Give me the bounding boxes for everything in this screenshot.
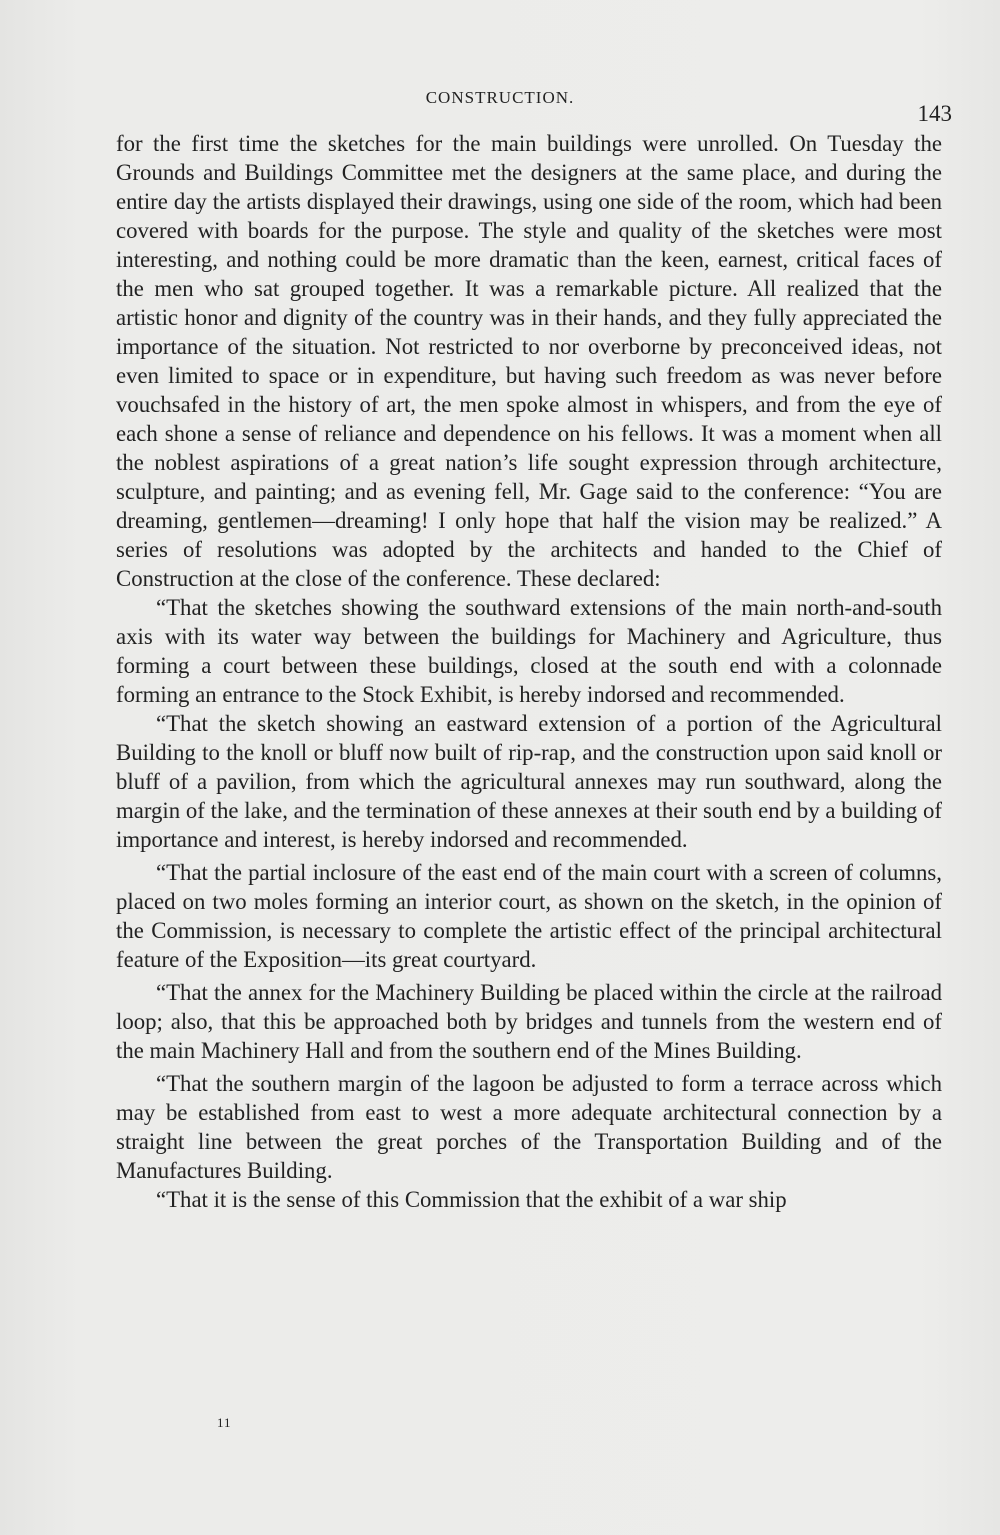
page-number: 143 xyxy=(917,101,952,126)
resolution-paragraph: “That the annex for the Machinery Building be placed within the circle at the railroad loop; also, that this be approached both by bridges and tunnels from the western end of the main Machinery Hall and from the southern end of the Mines Building. xyxy=(116,980,942,1063)
resolution-paragraph: “That the sketches showing the southward extensions of the main north-and-south axis with its water way between the buildings for Machinery and Agriculture, thus forming a court between these buildings, closed at the south end with a colonnade forming an entrance to the Stock Exhibit, is hereby indorsed and recommended. xyxy=(116,595,942,707)
running-head: CONSTRUCTION. xyxy=(425,88,575,107)
resolution-paragraph: “That the southern margin of the lagoon be adjusted to form a terrace across which may be established from east to west a more adequate architectural connection by a straight line between the great porches of the Transportation Building and of the Manufactures Building. xyxy=(116,1071,942,1183)
resolution-paragraph: “That it is the sense of this Commission that the exhibit of a war ship xyxy=(156,1187,787,1212)
paragraph-continuation: for the first time the sketches for the main buildings were unrolled. On Tuesday the Grounds and Buildings Committee met the designers at the same place, and during the entire day the artists displayed their drawings, using one side of the room, which had been covered with boards for the purpose. The style and quality of the sketches were most interesting, and nothing could be more dramatic than the keen, earnest, critical faces of the men who sat grouped together. It was a remarkable picture. All realized that the artistic honor and dignity of the country was in their hands, and they fully appreciated the importance of the situation. Not restricted to nor overborne by preconceived ideas, not even limited to space or in expenditure, but having such freedom as was never before vouchsafed in the history of art, the men spoke almost in whispers, and from the eye of each shone a sense of reliance and dependence on his fellows. It was a moment when all the noblest aspirations of a great nation’s life sought expression through architecture, sculpture, and painting; and as evening fell, Mr. Gage said to the conference: “You are dreaming, gentlemen—dreaming! I only hope that half the vision may be realized.” A series of resolutions was adopted by the architects and handed to the Chief of Construction at the close of the conference. These declared: xyxy=(116,131,942,591)
resolution-paragraph: “That the partial inclosure of the east end of the main court with a screen of columns, placed on two moles forming an interior court, as shown on the sketch, in the opinion of the Commission, is necessary to complete the artistic effect of the principal architectural feature of the Exposition—its great courtyard. xyxy=(116,860,942,972)
body-text xyxy=(116,129,942,1214)
signature-mark: 11 xyxy=(217,1415,232,1430)
resolution-paragraph: “That the sketch showing an eastward extension of a portion of the Agricultural Building to the knoll or bluff now built of rip-rap, and the construction upon said knoll or bluff of a pavilion, from which the agricultural annexes may run southward, along the margin of the lake, and the termination of these annexes at their south end by a building of importance and interest, is hereby indorsed and recommended. xyxy=(116,711,942,852)
